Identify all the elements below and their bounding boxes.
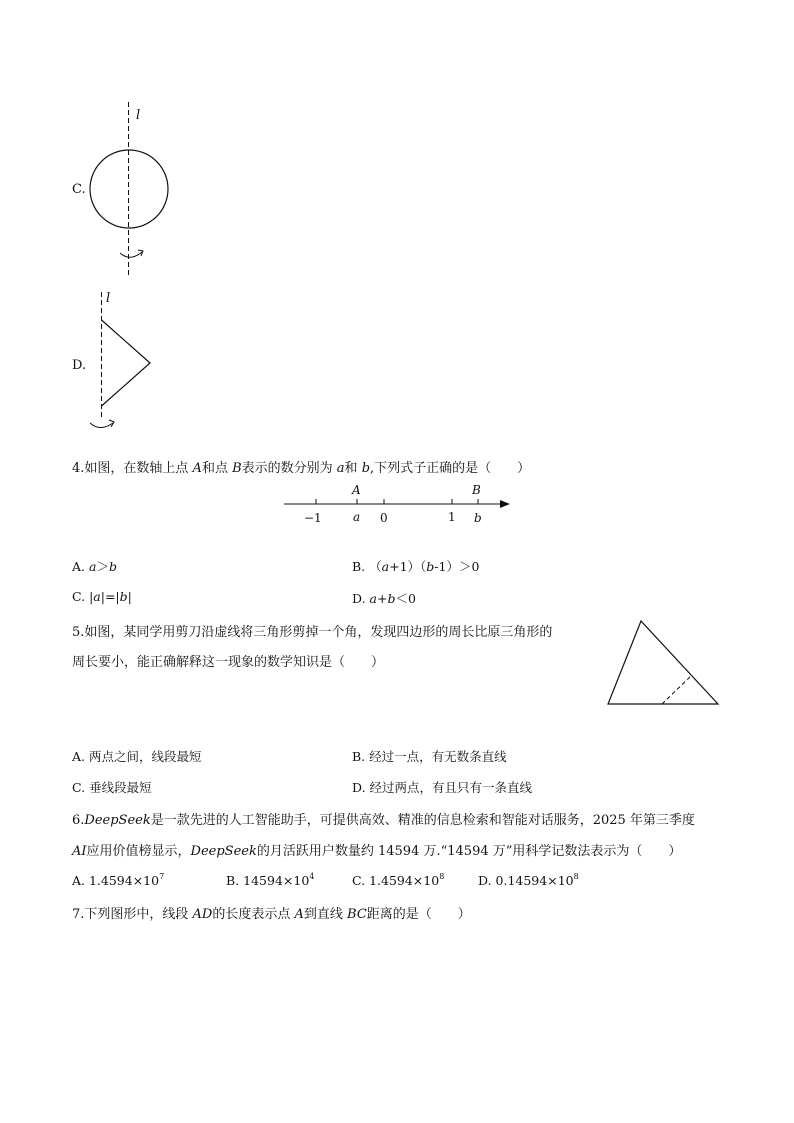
exponent: 8 bbox=[573, 872, 579, 881]
q4-text-part: ,下列式子正确的是（ ） bbox=[370, 461, 531, 476]
option-text: C. | bbox=[72, 589, 94, 604]
option-text: B. （ bbox=[352, 559, 382, 574]
question-5-line-1: 5.如图，某同学用剪刀沿虚线将三角形剪掉一个角，发现四边形的周长比原三角形的 bbox=[72, 625, 553, 640]
figure-d-option-label: D. bbox=[72, 358, 87, 373]
option-text: D. 0.14594×10 bbox=[478, 873, 574, 888]
q5-option-d[interactable]: D. 经过两点，有且只有一条直线 bbox=[352, 780, 533, 795]
ai-term: AI bbox=[72, 844, 87, 859]
q7-text-part: 的长度表示点 bbox=[212, 907, 295, 922]
var-b: b bbox=[361, 461, 371, 476]
q6-text-part: 的月活跃用户数量约 14594 万.“14594 万”用科学记数法表示为（ ） bbox=[256, 844, 682, 859]
q7-text-part: 到直线 bbox=[303, 907, 348, 922]
exponent: 4 bbox=[309, 872, 315, 881]
numline-tick-label-minus-1: −1 bbox=[304, 511, 322, 525]
question-5-line-2: 周长要小，能正确解释这一现象的数学知识是（ ） bbox=[72, 655, 385, 670]
q6-option-d[interactable] bbox=[478, 873, 579, 888]
q4-option-a[interactable] bbox=[72, 557, 117, 575]
figure-d-triangle-rotation bbox=[85, 290, 155, 440]
option-text: D. bbox=[352, 591, 370, 606]
var-a: a bbox=[381, 559, 390, 574]
exponent: 7 bbox=[159, 872, 165, 881]
exponent: 8 bbox=[439, 872, 445, 881]
q4-option-d[interactable] bbox=[352, 589, 416, 607]
option-text: ＞ bbox=[96, 559, 109, 574]
q6-option-a[interactable] bbox=[72, 873, 164, 888]
option-text: + bbox=[376, 591, 388, 606]
var-a: a bbox=[93, 589, 101, 604]
question-7-text bbox=[72, 903, 471, 922]
q5-option-c[interactable]: C. 垂线段最短 bbox=[72, 780, 152, 795]
q4-text-part: 如图，在数轴上点 bbox=[84, 461, 193, 476]
var-b: b bbox=[119, 589, 128, 604]
figure-c-circle-rotation bbox=[80, 100, 180, 280]
numline-tick-label-b: b bbox=[474, 511, 482, 525]
line-bc: BC bbox=[347, 907, 367, 922]
q4-text-part: 和 bbox=[344, 461, 362, 476]
numline-label-A: A bbox=[352, 483, 361, 497]
q6-text-part: 是一款先进的人工智能助手，可提供高效、精准的信息检索和智能对话服务，2025 年第三季度 bbox=[150, 813, 695, 828]
option-text: -1）＞0 bbox=[434, 559, 480, 574]
deepseek-name: DeepSeek bbox=[84, 813, 151, 828]
q4-text-part: 和点 bbox=[201, 461, 233, 476]
option-text: |=| bbox=[100, 589, 120, 604]
q4-option-b[interactable] bbox=[352, 557, 479, 575]
q7-text-part: 7.下列图形中，线段 bbox=[72, 907, 193, 922]
rotation-arrow-icon bbox=[90, 423, 113, 428]
option-text: B. 14594×10 bbox=[226, 873, 310, 888]
q6-option-c[interactable] bbox=[352, 873, 444, 888]
axis-l-label-c: l bbox=[136, 108, 141, 123]
option-text: C. 1.4594×10 bbox=[352, 873, 440, 888]
question-number: 4. bbox=[72, 461, 85, 476]
numline-tick-label-a: a bbox=[353, 510, 361, 524]
arrow-right-icon bbox=[500, 500, 510, 508]
var-a: a bbox=[88, 559, 97, 574]
option-text: ＜0 bbox=[395, 591, 416, 606]
option-text: A. bbox=[72, 559, 89, 574]
cut-line-dashed bbox=[662, 675, 692, 704]
numline-tick-label-0: 0 bbox=[380, 511, 388, 525]
q4-option-c[interactable] bbox=[72, 589, 132, 604]
q7-text-part: 距离的是（ ） bbox=[366, 907, 471, 922]
deepseek-name: DeepSeek bbox=[190, 844, 257, 859]
numline-tick-label-1: 1 bbox=[448, 510, 456, 524]
q4-text-part: 表示的数分别为 bbox=[241, 461, 337, 476]
axis-l-label-d: l bbox=[106, 291, 111, 306]
point-a: A bbox=[294, 907, 304, 922]
var-b: b bbox=[387, 591, 396, 606]
q6-text-part: 应用价值榜显示， bbox=[86, 844, 191, 859]
var-b: b bbox=[108, 559, 117, 574]
q5-option-b[interactable]: B. 经过一点，有无数条直线 bbox=[352, 749, 507, 764]
rotation-arrow-icon bbox=[120, 252, 142, 257]
option-text: A. 1.4594×10 bbox=[72, 873, 160, 888]
triangle-shape bbox=[102, 320, 151, 406]
q6-option-b[interactable] bbox=[226, 873, 314, 888]
point-b: B bbox=[232, 461, 242, 476]
question-4-text bbox=[72, 457, 530, 476]
var-a: a bbox=[369, 591, 377, 606]
triangle-shape bbox=[608, 621, 718, 704]
point-a: A bbox=[192, 461, 202, 476]
option-text: | bbox=[127, 589, 132, 604]
var-a: a bbox=[336, 461, 345, 476]
question-6-line-1 bbox=[72, 809, 695, 828]
segment-ad: AD bbox=[192, 907, 213, 922]
numline-label-B: B bbox=[472, 483, 481, 497]
figure-c-option-label: C. bbox=[72, 182, 86, 197]
question-number: 6. bbox=[72, 813, 85, 828]
question-6-line-2 bbox=[72, 840, 681, 859]
option-text: +1）（ bbox=[389, 559, 427, 574]
q5-option-a[interactable]: A. 两点之间，线段最短 bbox=[72, 749, 202, 764]
var-b: b bbox=[426, 559, 435, 574]
triangle-cut-figure bbox=[604, 618, 724, 708]
